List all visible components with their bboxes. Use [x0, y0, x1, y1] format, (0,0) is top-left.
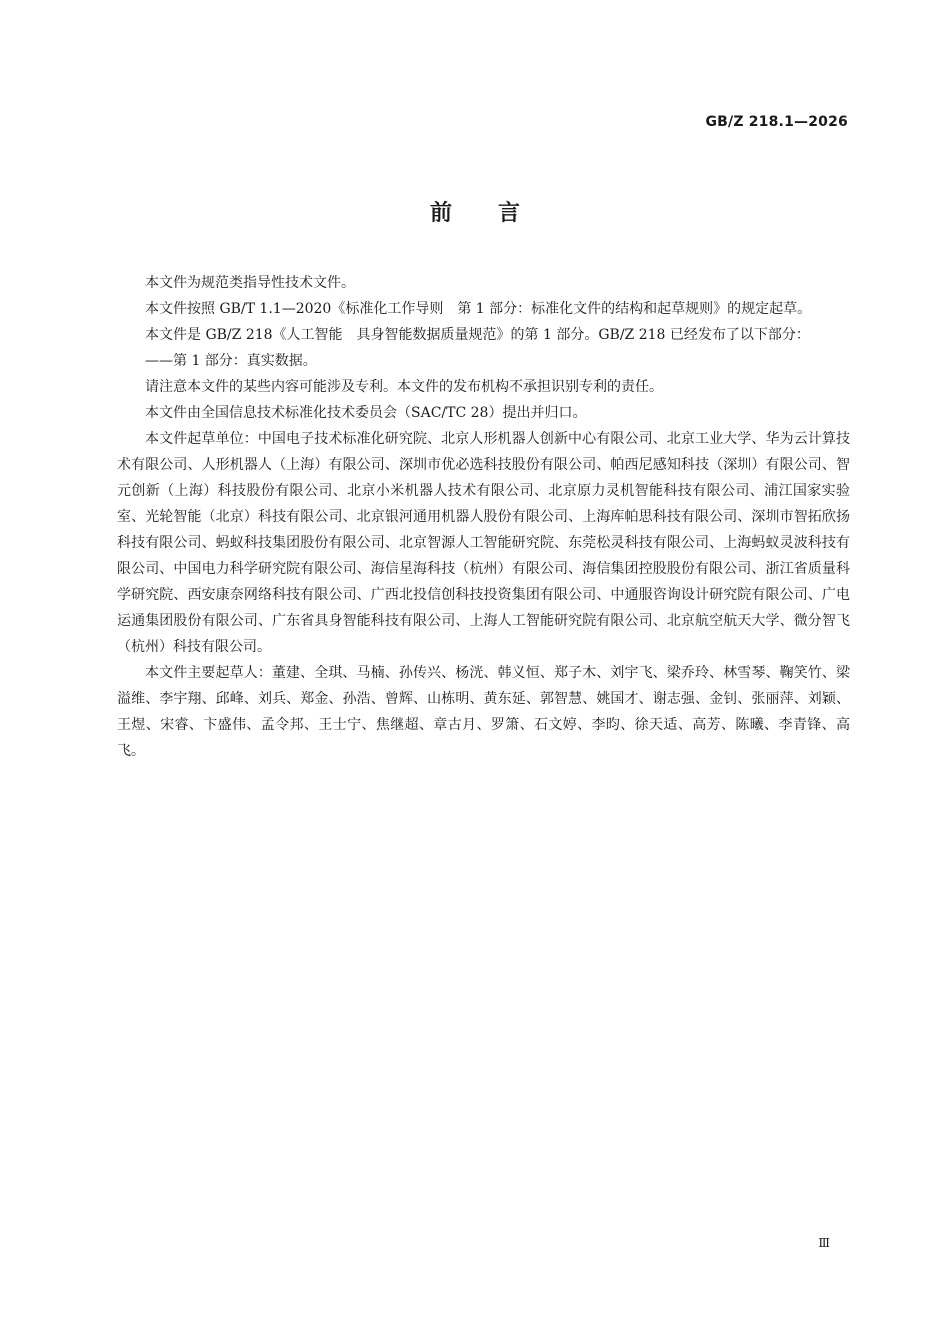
paragraph-part-list: ——第 1 部分：真实数据。 — [145, 353, 317, 369]
paragraph-drafting-rules: 本文件按照 GB/T 1.1—2020《标准化工作导则 第 1 部分：标准化文件的结构和起草规则》的规定起草。 — [145, 301, 812, 317]
paragraph-drafting-units: 本文件起草单位：中国电子技术标准化研究院、北京人形机器人创新中心有限公司、北京工业大学、华为云计算技术有限公司、人形机器人（上海）有限公司、深圳市优必选科技股份有限公司、帕西尼感知科技（深圳）有限公司、智元创新（上海）科技股份有限公司、北京小米机器人技术有限公司、北京原力灵机智能科技有限公司、浦江国家实验室、光轮智能（北京）科技有限公司、北京银河通用机器人股份有限公司、上海库帕思科技有限公司、深圳市智拓欣扬科技有限公司、蚂蚁科技集团股份有限公司、北京智源人工智能研究院、东莞松灵科技有限公司、上海蚂蚁灵波科技有限公司、中国电力科学研究院有限公司、海信星海科技（杭州）有限公司、海信集团控股股份有限公司、浙江省质量科学研究院、西安康奈网络科技有限公司、广西北投信创科技投资集团有限公司、中通服咨询设计研究院有限公司、广电运通集团股份有限公司、广东省具身智能科技有限公司、上海人工智能研究院有限公司、北京航空航天大学、微分智飞（杭州）科技有限公司。 — [117, 431, 850, 655]
paragraph-document-type: 本文件为规范类指导性技术文件。 — [145, 275, 355, 291]
paragraph-series-info: 本文件是 GB/Z 218《人工智能 具身智能数据质量规范》的第 1 部分。GB/Z 218 已经发布了以下部分： — [145, 327, 810, 343]
paragraph-proposer: 本文件由全国信息技术标准化技术委员会（SAC/TC 28）提出并归口。 — [145, 405, 587, 421]
page-title: 前言 — [429, 201, 566, 226]
standard-code: GB/Z 218.1—2026 — [705, 114, 848, 130]
page-number: Ⅲ — [818, 1236, 830, 1250]
paragraph-drafters: 本文件主要起草人：董建、全琪、马楠、孙传兴、杨洸、韩义恒、郑子木、刘宇飞、梁乔玲、林雪琴、鞠笑竹、梁溢维、李宇翔、邱峰、刘兵、郑金、孙浩、曾辉、山栋明、黄东延、郭智慧、姚国才、谢志强、金钊、张丽萍、刘颖、王煜、宋睿、卞盛伟、孟令邦、王士宁、焦继超、章古月、罗箫、石文婷、李昀、徐天适、高芳、陈曦、李青锋、高飞。 — [117, 665, 850, 759]
foreword-body — [117, 270, 850, 764]
paragraph-patent-notice: 请注意本文件的某些内容可能涉及专利。本文件的发布机构不承担识别专利的责任。 — [145, 379, 663, 395]
